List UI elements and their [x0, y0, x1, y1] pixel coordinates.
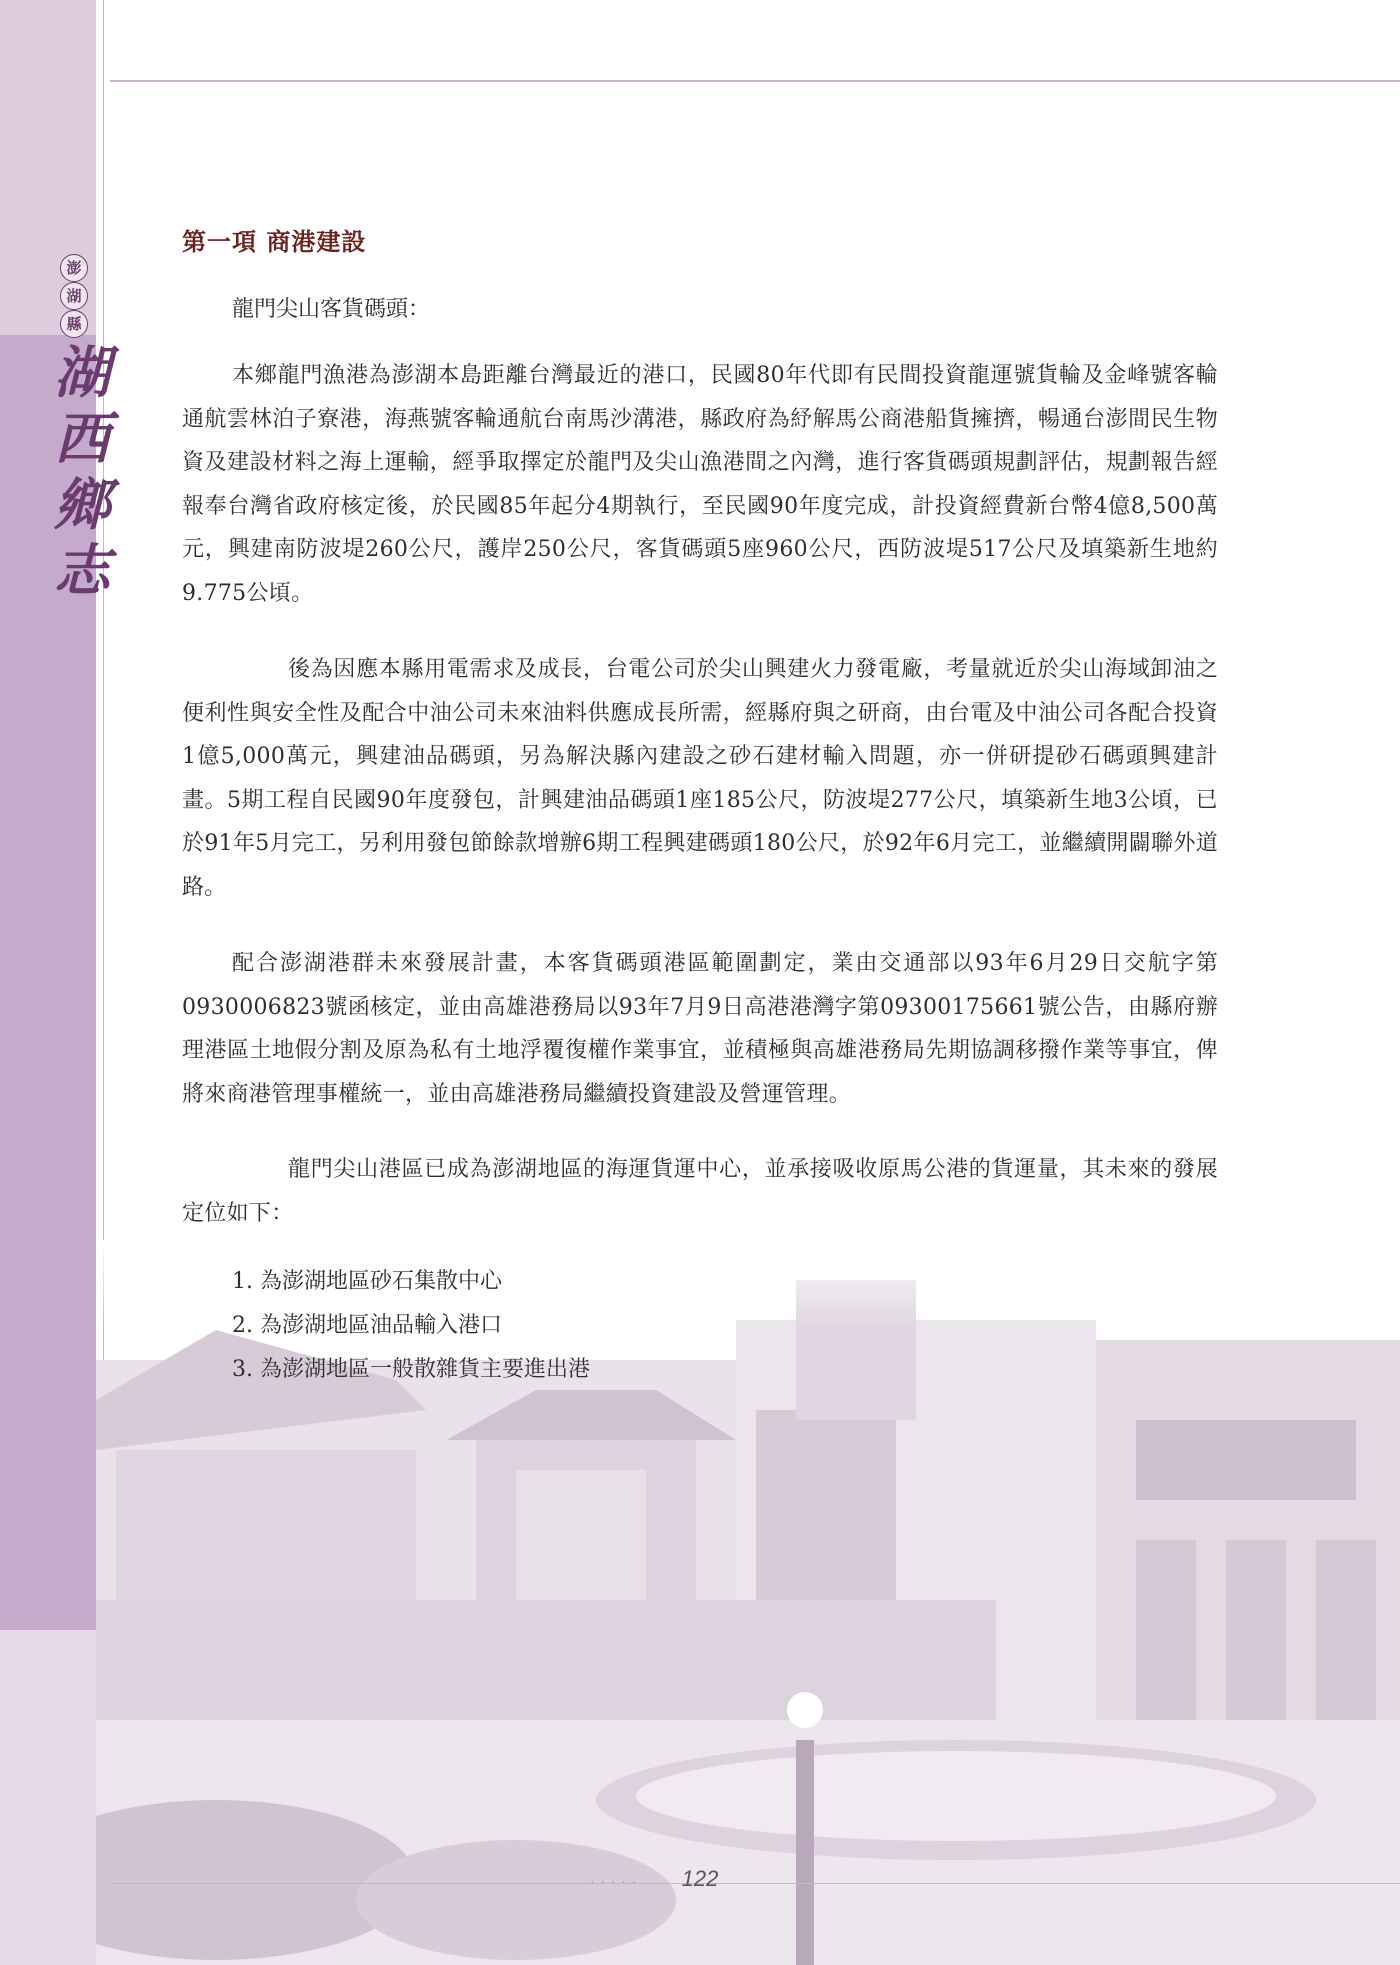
sidebar-lower-band — [0, 1630, 96, 1965]
book-title-char: 鄉 — [54, 472, 110, 538]
book-title-char: 西 — [54, 406, 110, 472]
page-number: 122 — [681, 1866, 719, 1891]
county-char-3: 縣 — [60, 310, 88, 338]
footer-dots: ····· — [590, 1875, 643, 1891]
footer-rule — [110, 1883, 1400, 1884]
book-title — [52, 340, 112, 604]
book-title-char: 志 — [54, 538, 110, 604]
paragraph-3: 配合澎湖港群未來發展計畫，本客貨碼頭港區範圍劃定，業由交通部以93年6月29日交航字第0930006823號函核定，並由高雄港務局以93年7月9日高港港灣字第09300175661號公告，由縣府辦理港區土地假分割及原為私有土地浮覆復權作業事宜，並積極與高雄港務局先期協調移撥作業等事宜，俾將來商港管理事權統一，並由高雄港務局繼續投資建設及營運管理。 — [182, 951, 1218, 1107]
paragraph-1: 本鄉龍門漁港為澎湖本島距離台灣最近的港口，民國80年代即有民間投資龍運號貨輪及金峰號客輪通航雲林泊子寮港，海燕號客輪通航台南馬沙溝港，縣政府為紓解馬公商港船貨擁擠，暢通台澎間民生物資及建設材料之海上運輸，經爭取擇定於龍門及尖山漁港間之內灣，進行客貨碼頭規劃評估，規劃報告經報奉台灣省政府核定後，於民國85年起分4期執行，至民國90年度完成，計投資經費新台幣4億8,500萬元，興建南防波堤260公尺，護岸250公尺，客貨碼頭5座960公尺，西防波堤517公尺及填築新生地約9.775公頃。 — [182, 363, 1218, 606]
book-title-char: 湖 — [54, 340, 110, 406]
header-rule — [110, 80, 1400, 82]
subsection-heading: 龍門尖山客貨碼頭： — [232, 297, 431, 322]
list-item: 3. 為澎湖地區一般散雜貨主要進出港 — [232, 1357, 590, 1382]
development-goals-list — [232, 1260, 590, 1392]
county-char-2: 湖 — [60, 282, 88, 310]
county-char-1: 澎 — [60, 254, 88, 282]
list-item: 2. 為澎湖地區油品輸入港口 — [232, 1313, 502, 1338]
section-heading: 第一項 商港建設 — [182, 228, 367, 256]
paragraph-2: 後為因應本縣用電需求及成長，台電公司於尖山興建火力發電廠，考量就近於尖山海域卸油之便利性與安全性及配合中油公司未來油料供應成長所需，經縣府與之研商，由台電及中油公司各配合投資1億5,000萬元，興建油品碼頭，另為解決縣內建設之砂石建材輸入問題，亦一併研提砂石碼頭興建計畫。5期工程自民國90年度發包，計興建油品碼頭1座185公尺，防波堤277公尺，填築新生地3公頃，已於91年5月完工，另利用發包節餘款增辦6期工程興建碼頭180公尺，於92年6月完工，並繼續開闢聯外道路。 — [182, 657, 1218, 900]
list-item: 1. 為澎湖地區砂石集散中心 — [232, 1269, 502, 1294]
paragraph-4: 龍門尖山港區已成為澎湖地區的海運貨運中心，並承接吸收原馬公港的貨運量，其未來的發展定位如下： — [182, 1157, 1218, 1226]
